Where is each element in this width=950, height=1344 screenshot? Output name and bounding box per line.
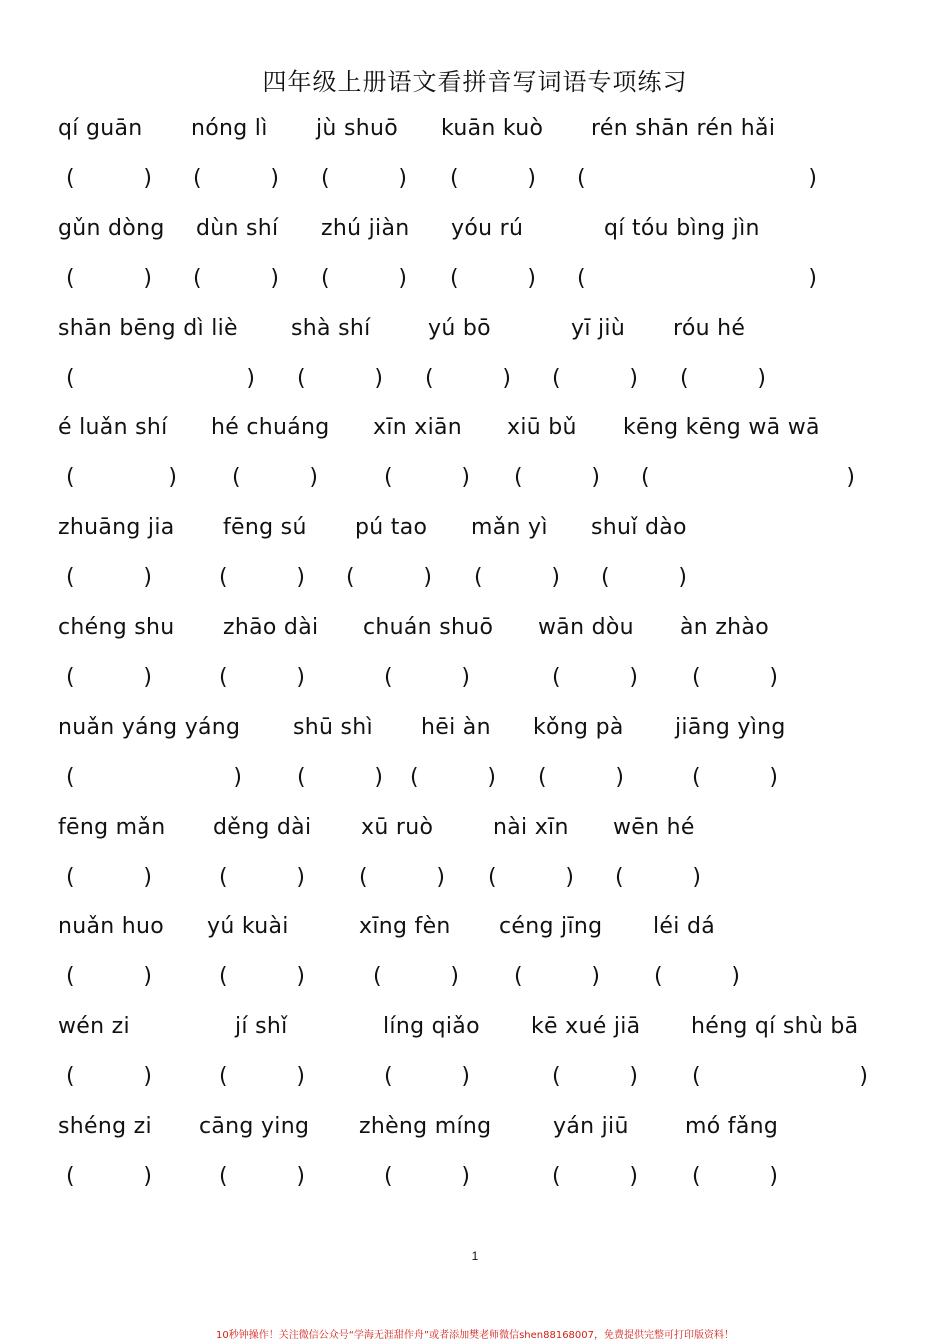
- answer-blank[interactable]: [450, 166, 536, 198]
- open-paren: (: [219, 565, 228, 591]
- answer-blank[interactable]: [654, 964, 740, 996]
- open-paren: (: [538, 764, 547, 790]
- open-paren: (: [66, 1164, 75, 1189]
- open-paren: (: [514, 465, 523, 491]
- close-paren: ): [527, 265, 536, 291]
- close-paren: ): [808, 265, 817, 291]
- pinyin-word: léi dá: [653, 914, 715, 940]
- answer-row: [0, 665, 950, 705]
- answer-blank[interactable]: [680, 366, 766, 398]
- answer-blank[interactable]: [321, 166, 407, 198]
- close-paren: ): [629, 1164, 638, 1189]
- answer-blank[interactable]: [66, 366, 255, 398]
- open-paren: (: [654, 964, 663, 990]
- answer-blank[interactable]: [692, 665, 778, 697]
- pinyin-word: róu hé: [673, 315, 746, 341]
- open-paren: (: [66, 565, 75, 591]
- pinyin-word: fēng mǎn: [58, 814, 166, 840]
- pinyin-row: [0, 815, 950, 855]
- open-paren: (: [450, 166, 459, 191]
- pinyin-word: xū ruò: [361, 814, 434, 840]
- pinyin-word: xīn xiān: [373, 415, 463, 441]
- pinyin-word: fēng sú: [223, 515, 307, 541]
- pinyin-word: chéng shu: [58, 615, 175, 640]
- close-paren: ): [846, 465, 855, 491]
- close-paren: ): [423, 565, 432, 591]
- close-paren: ): [270, 166, 279, 191]
- pinyin-word: àn zhào: [680, 615, 769, 640]
- pinyin-word: dùn shí: [196, 215, 279, 241]
- open-paren: (: [552, 365, 561, 391]
- close-paren: ): [296, 964, 305, 990]
- pinyin-word: nuǎn huo: [58, 914, 165, 940]
- pinyin-word: jí shǐ: [235, 1014, 288, 1040]
- close-paren: ): [629, 1064, 638, 1090]
- answer-blank[interactable]: [66, 964, 152, 996]
- open-paren: (: [474, 565, 483, 591]
- pinyin-word: yóu rú: [451, 215, 524, 241]
- footer-note: 10秒钟操作！关注微信公众号“学海无涯甜作舟”或者添加樊老师微信shen88168007，免费提供完整可打印版资料！: [215, 1330, 735, 1341]
- answer-blank[interactable]: [538, 765, 624, 797]
- open-paren: (: [384, 1064, 393, 1090]
- answer-blank[interactable]: [66, 166, 152, 198]
- open-paren: (: [219, 665, 228, 690]
- pinyin-word: nóng lì: [191, 116, 268, 141]
- open-paren: (: [577, 265, 586, 291]
- pinyin-word: é luǎn shí: [58, 415, 168, 441]
- pinyin-row: [0, 415, 950, 455]
- answer-blank[interactable]: [384, 1064, 470, 1096]
- close-paren: ): [757, 365, 766, 391]
- pinyin-word: nài xīn: [493, 814, 569, 840]
- pinyin-word: jiāng yìng: [675, 714, 786, 740]
- open-paren: (: [641, 465, 650, 491]
- open-paren: (: [552, 665, 561, 690]
- open-paren: (: [692, 1164, 701, 1189]
- open-paren: (: [410, 764, 419, 790]
- open-paren: (: [219, 1064, 228, 1090]
- open-paren: (: [552, 1064, 561, 1090]
- close-paren: ): [461, 1064, 470, 1090]
- answer-blank[interactable]: [66, 665, 152, 697]
- answer-blank[interactable]: [577, 266, 817, 298]
- close-paren: ): [296, 864, 305, 890]
- close-paren: ): [296, 665, 305, 690]
- pinyin-row: [0, 316, 950, 356]
- page-title: 四年级上册语文看拼音写词语专项练习: [262, 68, 688, 96]
- answer-row: [0, 465, 950, 505]
- pinyin-word: shū shì: [293, 714, 373, 740]
- pinyin-word: yán jiū: [553, 1114, 629, 1139]
- answer-blank[interactable]: [692, 765, 778, 797]
- open-paren: (: [514, 964, 523, 990]
- pinyin-word: céng jīng: [499, 914, 603, 940]
- close-paren: ): [565, 864, 574, 890]
- pinyin-word: héng qí shù bā: [691, 1014, 859, 1040]
- pinyin-word: qí guān: [58, 116, 143, 141]
- answer-blank[interactable]: [692, 1164, 778, 1196]
- pinyin-word: xīng fèn: [359, 914, 451, 940]
- answer-blank[interactable]: [219, 1164, 305, 1196]
- close-paren: ): [398, 265, 407, 291]
- open-paren: (: [321, 166, 330, 191]
- answer-blank[interactable]: [66, 865, 152, 897]
- pinyin-row: [0, 116, 950, 156]
- answer-blank[interactable]: [552, 1164, 638, 1196]
- answer-blank[interactable]: [692, 1064, 868, 1096]
- answer-blank[interactable]: [219, 964, 305, 996]
- close-paren: ): [374, 365, 383, 391]
- open-paren: (: [552, 1164, 561, 1189]
- answer-blank[interactable]: [373, 964, 459, 996]
- pinyin-word: cāng ying: [199, 1114, 310, 1139]
- open-paren: (: [297, 365, 306, 391]
- answer-blank[interactable]: [577, 166, 817, 198]
- answer-blank[interactable]: [297, 366, 383, 398]
- open-paren: (: [359, 864, 368, 890]
- answer-blank[interactable]: [219, 565, 305, 597]
- answer-blank[interactable]: [321, 266, 407, 298]
- answer-row: [0, 765, 950, 805]
- answer-blank[interactable]: [346, 565, 432, 597]
- pinyin-row: [0, 615, 950, 655]
- pinyin-word: shuǐ dào: [591, 515, 687, 541]
- pinyin-row: [0, 515, 950, 555]
- pinyin-word: shān bēng dì liè: [58, 315, 238, 341]
- pinyin-word: kǒng pà: [533, 714, 624, 740]
- close-paren: ): [487, 764, 496, 790]
- pinyin-word: zhú jiàn: [321, 215, 410, 241]
- answer-blank[interactable]: [297, 765, 383, 797]
- close-paren: ): [527, 166, 536, 191]
- open-paren: (: [615, 864, 624, 890]
- answer-blank[interactable]: [384, 1164, 470, 1196]
- close-paren: ): [143, 964, 152, 990]
- answer-blank[interactable]: [384, 665, 470, 697]
- open-paren: (: [346, 565, 355, 591]
- close-paren: ): [502, 365, 511, 391]
- answer-blank[interactable]: [641, 465, 855, 497]
- pinyin-row: [0, 1014, 950, 1054]
- close-paren: ): [678, 565, 687, 591]
- open-paren: (: [425, 365, 434, 391]
- pinyin-word: zhāo dài: [223, 615, 319, 640]
- open-paren: (: [66, 964, 75, 990]
- open-paren: (: [66, 864, 75, 890]
- answer-blank[interactable]: [514, 964, 600, 996]
- close-paren: ): [436, 864, 445, 890]
- answer-blank[interactable]: [552, 366, 638, 398]
- answer-blank[interactable]: [66, 266, 152, 298]
- answer-row: [0, 565, 950, 605]
- open-paren: (: [66, 665, 75, 690]
- pinyin-word: kē xué jiā: [531, 1014, 641, 1040]
- close-paren: ): [143, 265, 152, 291]
- close-paren: ): [296, 1164, 305, 1189]
- pinyin-word: wān dòu: [538, 615, 634, 640]
- open-paren: (: [66, 764, 75, 790]
- open-paren: (: [384, 1164, 393, 1189]
- answer-blank[interactable]: [193, 166, 279, 198]
- close-paren: ): [143, 1164, 152, 1189]
- pinyin-word: yī jiù: [571, 315, 626, 341]
- pinyin-word: líng qiǎo: [383, 1014, 480, 1040]
- pinyin-row: [0, 715, 950, 755]
- open-paren: (: [66, 365, 75, 391]
- close-paren: ): [461, 465, 470, 491]
- answer-blank[interactable]: [219, 665, 305, 697]
- pinyin-word: děng dài: [213, 814, 312, 840]
- answer-blank[interactable]: [66, 565, 152, 597]
- open-paren: (: [66, 265, 75, 291]
- close-paren: ): [143, 665, 152, 690]
- answer-blank[interactable]: [615, 865, 701, 897]
- open-paren: (: [193, 265, 202, 291]
- answer-blank[interactable]: [219, 865, 305, 897]
- answer-blank[interactable]: [425, 366, 511, 398]
- close-paren: ): [769, 1164, 778, 1189]
- close-paren: ): [143, 166, 152, 191]
- close-paren: ): [551, 565, 560, 591]
- close-paren: ): [731, 964, 740, 990]
- close-paren: ): [398, 166, 407, 191]
- pinyin-word: pú tao: [355, 515, 428, 541]
- answer-blank[interactable]: [552, 1064, 638, 1096]
- close-paren: ): [143, 565, 152, 591]
- pinyin-word: shà shí: [291, 315, 371, 341]
- pinyin-word: yú bō: [428, 315, 491, 341]
- close-paren: ): [808, 166, 817, 191]
- close-paren: ): [615, 764, 624, 790]
- open-paren: (: [692, 1064, 701, 1090]
- pinyin-word: kuān kuò: [441, 116, 544, 141]
- close-paren: ): [461, 665, 470, 690]
- close-paren: ): [769, 665, 778, 690]
- open-paren: (: [297, 764, 306, 790]
- open-paren: (: [193, 166, 202, 191]
- open-paren: (: [219, 864, 228, 890]
- answer-blank[interactable]: [552, 665, 638, 697]
- answer-blank[interactable]: [488, 865, 574, 897]
- open-paren: (: [219, 964, 228, 990]
- answer-blank[interactable]: [66, 1064, 152, 1096]
- answer-row: [0, 1164, 950, 1204]
- close-paren: ): [591, 465, 600, 491]
- answer-blank[interactable]: [450, 266, 536, 298]
- close-paren: ): [769, 764, 778, 790]
- close-paren: ): [296, 1064, 305, 1090]
- answer-row: [0, 266, 950, 306]
- answer-row: [0, 366, 950, 406]
- open-paren: (: [66, 1064, 75, 1090]
- pinyin-row: [0, 216, 950, 256]
- close-paren: ): [374, 764, 383, 790]
- close-paren: ): [591, 964, 600, 990]
- close-paren: ): [168, 465, 177, 491]
- pinyin-word: kēng kēng wā wā: [623, 415, 820, 441]
- open-paren: (: [384, 465, 393, 491]
- pinyin-word: chuán shuō: [363, 615, 494, 640]
- answer-blank[interactable]: [193, 266, 279, 298]
- open-paren: (: [373, 964, 382, 990]
- pinyin-row: [0, 1114, 950, 1154]
- close-paren: ): [143, 864, 152, 890]
- pinyin-word: xiū bǔ: [507, 415, 577, 441]
- answer-blank[interactable]: [359, 865, 445, 897]
- open-paren: (: [488, 864, 497, 890]
- pinyin-word: rén shān rén hǎi: [591, 116, 776, 141]
- page-number: 1: [471, 1249, 479, 1263]
- close-paren: ): [246, 365, 255, 391]
- close-paren: ): [692, 864, 701, 890]
- open-paren: (: [66, 465, 75, 491]
- open-paren: (: [450, 265, 459, 291]
- pinyin-word: hé chuáng: [211, 415, 330, 441]
- close-paren: ): [461, 1164, 470, 1189]
- answer-row: [0, 166, 950, 206]
- pinyin-row: [0, 914, 950, 954]
- close-paren: ): [270, 265, 279, 291]
- answer-row: [0, 1064, 950, 1104]
- answer-blank[interactable]: [410, 765, 496, 797]
- pinyin-word: jù shuō: [316, 116, 398, 141]
- answer-blank[interactable]: [66, 765, 242, 797]
- open-paren: (: [219, 1164, 228, 1189]
- answer-blank[interactable]: [384, 465, 470, 497]
- open-paren: (: [692, 764, 701, 790]
- pinyin-word: zhèng míng: [359, 1114, 492, 1139]
- close-paren: ): [450, 964, 459, 990]
- close-paren: ): [309, 465, 318, 491]
- answer-blank[interactable]: [66, 465, 177, 497]
- answer-blank[interactable]: [474, 565, 560, 597]
- close-paren: ): [629, 365, 638, 391]
- answer-blank[interactable]: [232, 465, 318, 497]
- open-paren: (: [321, 265, 330, 291]
- pinyin-word: yú kuài: [207, 914, 289, 940]
- open-paren: (: [601, 565, 610, 591]
- close-paren: ): [233, 764, 242, 790]
- close-paren: ): [296, 565, 305, 591]
- open-paren: (: [232, 465, 241, 491]
- open-paren: (: [577, 166, 586, 191]
- pinyin-word: wēn hé: [613, 814, 695, 840]
- close-paren: ): [629, 665, 638, 690]
- pinyin-word: mó fǎng: [685, 1114, 779, 1139]
- pinyin-word: gǔn dòng: [58, 215, 165, 241]
- pinyin-word: hēi àn: [421, 714, 491, 740]
- pinyin-word: zhuāng jia: [58, 515, 175, 541]
- open-paren: (: [692, 665, 701, 690]
- close-paren: ): [143, 1064, 152, 1090]
- close-paren: ): [859, 1064, 868, 1090]
- answer-blank[interactable]: [514, 465, 600, 497]
- pinyin-word: qí tóu bìng jìn: [604, 215, 760, 241]
- answer-row: [0, 964, 950, 1004]
- answer-blank[interactable]: [219, 1064, 305, 1096]
- answer-blank[interactable]: [66, 1164, 152, 1196]
- pinyin-word: mǎn yì: [471, 515, 548, 541]
- answer-row: [0, 865, 950, 905]
- open-paren: (: [680, 365, 689, 391]
- pinyin-word: shéng zi: [58, 1114, 152, 1139]
- pinyin-word: wén zi: [58, 1014, 130, 1040]
- open-paren: (: [384, 665, 393, 690]
- pinyin-word: nuǎn yáng yáng: [58, 714, 241, 740]
- open-paren: (: [66, 166, 75, 191]
- answer-blank[interactable]: [601, 565, 687, 597]
